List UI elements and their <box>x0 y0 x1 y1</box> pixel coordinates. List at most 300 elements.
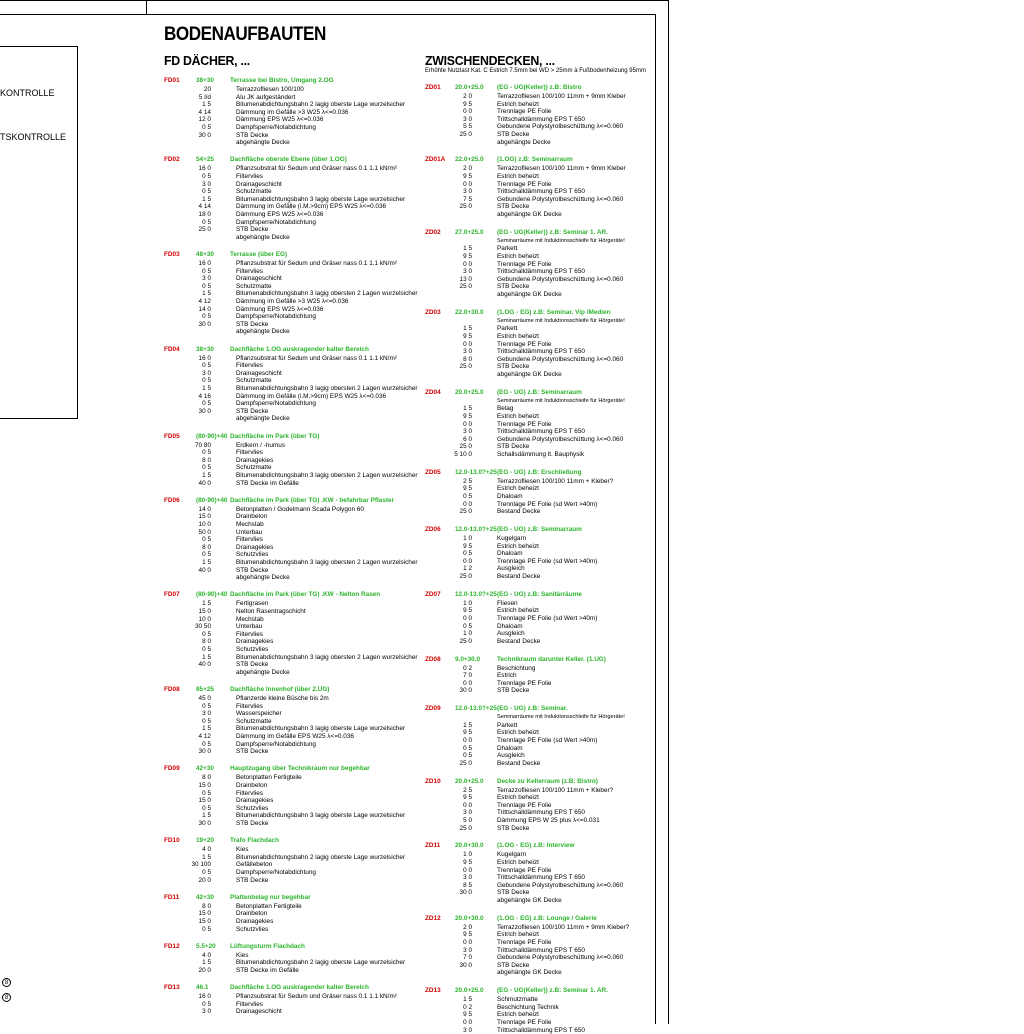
layer-description: Unterbau <box>236 623 263 631</box>
entry-title: Dachfläche im Park (über TG) <box>230 432 320 440</box>
layer-thickness: 30 0 <box>459 889 472 897</box>
layer-description: Trittschalldämmung EPS T 650 <box>497 809 585 817</box>
layer-thickness: 9 5 <box>463 412 472 420</box>
layer-row <box>164 669 404 677</box>
layer-description: Gebundene Polystyrolbeschüttung λ<=0.060 <box>497 195 624 203</box>
layer-row <box>164 188 404 196</box>
layer-thickness: 1 5 <box>202 471 211 479</box>
layer-description: Estrich beheizt <box>497 607 539 615</box>
layer-description: abgehängte GK Decke <box>497 290 562 298</box>
layer-description: Trennlage PE Folie <box>497 1018 552 1026</box>
entry-dimension: 20.0+25.0 <box>455 388 484 396</box>
layer-description: Mechstab <box>236 615 264 623</box>
layer-row <box>164 260 404 268</box>
layer-description: Trennlage PE Folie <box>497 420 552 428</box>
layer-row <box>164 313 404 321</box>
layer-thickness: 0 0 <box>463 736 472 744</box>
layer-thickness: 30 50 <box>195 623 211 631</box>
layer-row <box>425 535 665 543</box>
layer-description: Gebundene Polystyrolbeschüttung λ<=0.060 <box>497 123 624 131</box>
layer-row <box>164 733 404 741</box>
layer-thickness: 25 0 <box>459 824 472 832</box>
layer-description: STB Decke <box>236 748 269 756</box>
layer-row <box>164 219 404 227</box>
layer-description: Gebundene Polystyrolbeschüttung λ<=0.060 <box>497 355 624 363</box>
layer-description: Bitumenabdichtungsbahn 3 lagig obersten 2 Lagen wurzelsicher <box>236 558 418 566</box>
layer-row <box>164 234 404 242</box>
layer-row <box>425 371 665 379</box>
layer-row <box>425 737 665 745</box>
layer-row <box>164 457 404 465</box>
entry-code: ZD10 <box>425 777 441 785</box>
layer-description: Betonplatten Fertigteile <box>236 774 302 782</box>
layer-thickness: 0 5 <box>202 645 211 653</box>
layer-thickness: 0 5 <box>202 804 211 812</box>
entry-code: ZD01 <box>425 84 441 91</box>
layer-entry <box>164 496 418 582</box>
layer-description: Bitumenabdichtungsbahn 2 lagig oberste Lage wurzelsicher <box>236 853 406 861</box>
layer-description: Dampfsperre/Notabdichtung <box>236 218 316 226</box>
layer-row <box>425 485 665 493</box>
layer-description: Drainagekies <box>236 797 274 805</box>
entry-dimension: (80-90)+40 <box>196 591 228 599</box>
layer-row <box>425 428 665 436</box>
layer-description: Bitumenabdichtungsbahn 2 lagig oberste Lage wurzelsicher <box>236 959 406 967</box>
layer-thickness: 0 5 <box>202 717 211 725</box>
layer-thickness: 1 5 <box>202 653 211 661</box>
layer-row <box>425 867 665 875</box>
entry-header <box>164 433 404 442</box>
layer-description: STB Decke <box>236 566 269 574</box>
layer-row <box>164 812 404 820</box>
layer-row <box>164 551 404 559</box>
layer-thickness: 25 0 <box>459 508 472 516</box>
layer-row <box>164 1008 404 1016</box>
layer-thickness: 0 0 <box>463 420 472 428</box>
layer-thickness: 3 0 <box>202 180 211 188</box>
entry-dimension: 27.0+25.0 <box>455 228 484 236</box>
layer-description: Drainagekies <box>236 543 274 551</box>
layer-description: STB Decke im Gefälle <box>236 479 299 487</box>
entry-header <box>425 229 665 238</box>
entry-title: Dachfläche oberste Ebene (über 1.OG) <box>230 156 347 164</box>
layer-thickness: 40 0 <box>198 566 211 574</box>
layer-description: Schutzmatte <box>236 188 272 196</box>
layer-entry <box>164 943 404 975</box>
layer-description: Kugelgarn <box>497 535 527 542</box>
layer-row <box>164 226 404 234</box>
layer-row <box>425 607 665 615</box>
layer-description: STB Decke <box>497 687 530 695</box>
layer-description: STB Decke im Gefälle <box>236 966 299 974</box>
layer-row <box>425 630 665 638</box>
entry-code: FD08 <box>164 686 180 693</box>
layer-row <box>164 124 404 132</box>
entry-header <box>425 389 665 398</box>
layer-thickness: 9 5 <box>463 729 472 737</box>
layer-description: Trennlage PE Folie <box>497 340 552 348</box>
layer-thickness: 25 0 <box>459 443 472 451</box>
layer-description: STB Decke <box>236 661 269 669</box>
layer-row <box>425 253 665 261</box>
layer-description: Pflanzsubstrat für Sedum und Gräser nass 0.1 1.1 kN/m² <box>236 165 397 173</box>
layer-description: Pflanzsubstrat für Sedum und Gräser nass 0.1 1.1 kN/m² <box>236 993 397 1001</box>
layer-row <box>425 969 665 977</box>
layer-description: abgehängte GK Decke <box>497 370 562 378</box>
layer-row <box>425 672 665 680</box>
layer-description: Filtervlies <box>236 362 263 370</box>
layer-row <box>425 451 665 459</box>
layer-thickness: 9 5 <box>463 542 472 550</box>
layer-row <box>425 508 665 516</box>
entry-code: FD10 <box>164 837 180 845</box>
entry-code: FD07 <box>164 591 180 599</box>
layer-row <box>425 203 665 211</box>
layer-thickness: 10 0 <box>198 615 211 623</box>
layer-thickness: 25 0 <box>459 130 472 138</box>
layer-description: Estrich beheizt <box>497 931 539 939</box>
layer-description: Filtervlies <box>236 449 263 457</box>
layer-description: Beschichtung <box>497 664 536 672</box>
layer-row <box>164 854 404 862</box>
grid-marker-icon: 8 <box>2 993 11 1002</box>
layer-thickness: 9 5 <box>463 252 472 260</box>
layer-row <box>164 703 404 711</box>
entry-code: FD11 <box>164 893 180 901</box>
layer-thickness: 8 0 <box>202 638 211 646</box>
layer-description: Bitumenabdichtungsbahn 3 lagig oberste Lage wurzelsicher <box>236 812 406 820</box>
entry-note: Seminarräume mit Induktionsschleife für Hörgeräte! <box>497 237 625 244</box>
layer-row <box>425 261 665 269</box>
layer-description: Dampfsperre/Notabdichtung <box>236 123 316 131</box>
entry-code: ZD03 <box>425 308 441 316</box>
layer-description: Terrazzofliesen 100/100 11mm + 9mm Kleber <box>497 165 626 173</box>
layer-description: Drainbeton <box>236 513 268 521</box>
entry-header <box>164 984 404 993</box>
entry-note: Seminarräume mit Induktionsschleife für Hörgeräte! <box>497 714 625 721</box>
layer-entry <box>425 591 665 646</box>
layer-row <box>425 211 665 219</box>
layer-entry <box>164 837 404 884</box>
layer-description: Kies <box>236 846 249 854</box>
layer-row <box>425 680 665 688</box>
layer-description: Trennlage PE Folie (sd Wert >40m) <box>497 557 598 565</box>
entry-header <box>164 894 404 903</box>
layer-row <box>164 196 404 204</box>
page-title: BODENAUFBAUTEN <box>164 24 326 45</box>
layer-row <box>425 897 665 905</box>
layer-description: Schallsdämmung lt. Bauphysik <box>497 450 585 458</box>
layer-thickness: 3 0 <box>463 946 472 954</box>
layer-thickness: 14 0 <box>198 305 211 313</box>
layer-row <box>164 774 404 782</box>
layer-description: STB Decke <box>497 363 530 371</box>
entry-title: (EG - UG) z.B: Seminarraum <box>497 388 582 396</box>
layer-row <box>164 558 418 567</box>
entry-title: Decke zu Kellerraum (z.B: Bistro) <box>497 777 598 785</box>
layer-entry <box>425 389 665 459</box>
legend-box <box>0 46 78 419</box>
entry-code: ZD05 <box>425 468 441 476</box>
layer-thickness: 1 0 <box>463 599 472 607</box>
entry-header <box>164 77 404 86</box>
layer-row <box>425 181 665 189</box>
layer-row <box>425 787 665 795</box>
layer-thickness: 0 5 <box>202 362 211 370</box>
entry-header <box>164 156 404 165</box>
layer-thickness: 20 <box>203 86 211 93</box>
layer-thickness: 0 5 <box>202 925 211 933</box>
layer-thickness: 0 5 <box>202 702 211 710</box>
layer-description: Drainagekies <box>236 638 274 646</box>
layer-description: Estrich beheizt <box>497 252 539 260</box>
layer-description: Estrich beheizt <box>497 485 539 493</box>
layer-description: Trennlage PE Folie <box>497 801 552 809</box>
layer-thickness: 0 0 <box>463 180 472 188</box>
layer-description: Parkett <box>497 325 518 333</box>
layer-row <box>164 993 404 1001</box>
entry-header <box>164 251 404 260</box>
entry-dimension: 12.0-13.0?+25 <box>455 590 497 598</box>
layer-row <box>425 268 665 276</box>
layer-description: Dhaloam <box>497 744 523 752</box>
layer-description: STB Decke <box>236 226 269 234</box>
layer-thickness: 0 5 <box>463 752 472 760</box>
entry-dimension: 85+25 <box>196 686 214 693</box>
layer-description: Kugelgarn <box>497 851 527 859</box>
layer-description: Schutzvlies <box>236 925 269 933</box>
layer-description: Bestand Decke <box>497 637 541 645</box>
layer-thickness: 7 0 <box>463 954 472 962</box>
layer-description: Bestand Decke <box>497 759 541 767</box>
layer-row <box>425 101 665 109</box>
entry-dimension: 12.0-13.0?+25 <box>455 468 497 476</box>
entry-header <box>425 987 665 996</box>
layer-row <box>425 882 665 890</box>
layer-thickness: 5 5 <box>463 123 472 131</box>
entry-code: ZD09 <box>425 705 441 713</box>
layer-thickness: 40 0 <box>198 479 211 487</box>
layer-row <box>425 501 665 509</box>
layer-description: Drainbeton <box>236 781 268 789</box>
layer-thickness: 0 5 <box>202 400 211 408</box>
layer-entry <box>425 526 665 581</box>
layer-thickness: 5 l/d <box>198 93 211 101</box>
layer-thickness: 20 0 <box>198 966 211 974</box>
layer-description: STB Decke <box>236 320 269 328</box>
entry-header <box>425 156 665 165</box>
layer-row <box>425 341 665 349</box>
layer-thickness: 30 0 <box>198 320 211 328</box>
entry-title: Technikraum darunter Keller. (1.UG) <box>497 655 606 663</box>
layer-row <box>164 362 404 370</box>
layer-row <box>164 646 404 654</box>
layer-thickness: 0 2 <box>463 1003 472 1011</box>
layer-description: STB Decke <box>236 407 269 415</box>
layer-description: Trennlage PE Folie <box>497 108 552 116</box>
layer-thickness: 25 0 <box>459 203 472 211</box>
layer-thickness: 1 5 <box>463 405 472 413</box>
layer-thickness: 2 5 <box>463 477 472 485</box>
layer-description: Dampfsperre/Notabdichtung <box>236 868 316 876</box>
layer-description: Drainageschicht <box>236 369 282 377</box>
layer-thickness: 13 0 <box>459 275 472 283</box>
layer-description: Fliesen <box>497 599 518 607</box>
layer-description: Dämmung EPS W25 λ<=0.036 <box>236 116 324 124</box>
frame-divider <box>146 0 147 14</box>
layer-row <box>425 196 665 204</box>
layer-description: Gefällebeton <box>236 861 273 869</box>
layer-row <box>164 638 404 646</box>
layer-row <box>164 513 404 521</box>
layer-row <box>164 600 404 608</box>
layer-row <box>164 805 404 813</box>
entry-title: (EG - UG(Keller)) z.B: Bistro <box>497 84 582 91</box>
layer-description: STB Decke <box>236 819 269 827</box>
layer-description: STB Decke <box>497 961 530 969</box>
layer-thickness: 8 0 <box>202 774 211 782</box>
layer-description: Trittschalldämmung EPS T 650 <box>497 348 585 356</box>
layer-row <box>425 794 665 802</box>
layer-thickness: 4 16 <box>198 392 211 400</box>
layer-description: Bitumenabdichtungsbahn 3 lagig oberste Lage wurzelsicher <box>236 725 406 733</box>
layer-description: Trennlage PE Folie (sd Wert >40m) <box>497 614 598 622</box>
legend-label-1: KONTROLLE <box>0 88 55 98</box>
layer-thickness: 3 0 <box>202 710 211 718</box>
layer-entry <box>164 686 404 756</box>
layer-description: Dhaloam <box>497 492 523 500</box>
layer-row <box>164 748 404 756</box>
entry-dimension: 20.0+25.0 <box>455 84 484 91</box>
layer-description: Schutzmatte <box>236 464 272 472</box>
layer-thickness: 0 0 <box>463 557 472 565</box>
layer-thickness: 12 0 <box>198 116 211 124</box>
layer-description: Pflanzerde kleine Büsche bis 2m <box>236 695 329 702</box>
layer-row <box>425 954 665 962</box>
layer-row <box>425 752 665 760</box>
entry-dimension: 38+30 <box>196 345 214 353</box>
entry-title: Lüftungsturm Flachdach <box>230 942 305 950</box>
layer-description: Dhaloam <box>497 550 523 558</box>
layer-row <box>164 631 404 639</box>
layer-row <box>425 600 665 608</box>
layer-row <box>425 573 665 581</box>
layer-row <box>425 291 665 299</box>
layer-row <box>164 377 404 385</box>
layer-row <box>164 321 404 329</box>
layer-thickness: 9 5 <box>463 332 472 340</box>
layer-description: Parkett <box>497 721 518 729</box>
layer-row <box>425 413 665 421</box>
layer-thickness: 1 5 <box>202 600 211 608</box>
entry-header <box>425 591 665 600</box>
layer-description: Trennlage PE Folie <box>497 180 552 188</box>
layer-thickness: 15 0 <box>198 910 211 918</box>
entry-dimension: 20.0+30.0 <box>455 914 484 922</box>
layer-description: abgehängte Decke <box>497 138 551 146</box>
layer-description: Filtervlies <box>236 1000 263 1008</box>
entry-title: Dachfläche im Park (über TG) .KW - Nelton Rasen <box>230 591 381 599</box>
layer-description: Drainbeton <box>236 910 268 918</box>
layer-description: Dampfsperre/Notabdichtung <box>236 400 316 408</box>
entry-dimension: 54+25 <box>196 156 214 164</box>
entry-code: FD04 <box>164 345 180 353</box>
layer-description: Estrich beheizt <box>497 794 539 802</box>
layer-description: Drainagekies <box>236 917 274 925</box>
layer-row <box>164 116 404 124</box>
layer-thickness: 15 0 <box>198 917 211 925</box>
entry-dimension: 38+30 <box>196 77 214 84</box>
layer-entry <box>425 309 665 379</box>
layer-thickness: 2 5 <box>463 786 472 794</box>
layer-row <box>425 405 665 413</box>
entry-header <box>164 591 404 600</box>
layer-thickness: 8 0 <box>463 355 472 363</box>
entry-code: ZD13 <box>425 987 441 995</box>
layer-row <box>164 165 404 173</box>
layer-row <box>425 1019 665 1027</box>
layer-thickness: 4 12 <box>198 297 211 305</box>
layer-row <box>425 1011 665 1019</box>
layer-thickness: 3 0 <box>463 115 472 123</box>
layer-description: Bitumenabdichtungsbahn 3 lagig oberste Lage wurzelsicher <box>236 195 406 203</box>
layer-description: Schmutzmatte <box>497 996 538 1004</box>
entry-header <box>425 705 665 714</box>
layer-description: Trittschalldämmung EPS T 650 <box>497 428 585 436</box>
layer-entry <box>164 984 404 1016</box>
layer-thickness: 3 0 <box>202 1008 211 1016</box>
layer-description: abgehängte Decke <box>236 574 290 582</box>
layer-row <box>164 480 404 488</box>
layer-row <box>425 996 665 1004</box>
layer-row <box>164 623 404 631</box>
layer-thickness: 4 0 <box>202 951 211 959</box>
left-column-heading: FD DÄCHER, ... <box>164 53 250 68</box>
layer-thickness: 8 0 <box>202 543 211 551</box>
layer-description: Terrazzofliesen 100/100 11mm + Kleber? <box>497 477 614 485</box>
layer-row <box>425 333 665 341</box>
layer-description: Trennlage PE Folie <box>497 679 552 687</box>
layer-row <box>425 623 665 631</box>
layer-thickness: 20 0 <box>198 876 211 884</box>
layer-row <box>425 931 665 939</box>
layer-entry <box>164 894 404 933</box>
layer-thickness: 15 0 <box>198 607 211 615</box>
entry-code: FD09 <box>164 765 180 773</box>
layer-description: STB Decke <box>497 889 530 897</box>
right-column-heading: ZWISCHENDECKEN, ... <box>425 53 555 68</box>
entry-title: (EG - UG) z.B: Sanitärräume <box>497 590 582 598</box>
layer-entry <box>164 591 418 676</box>
layer-row <box>164 536 404 544</box>
layer-thickness: 0 5 <box>202 123 211 131</box>
sheet-right-border <box>668 0 669 1024</box>
entry-header <box>164 346 404 355</box>
layer-row <box>164 86 404 94</box>
layer-row <box>425 939 665 947</box>
entry-title: Dachfläche Innenhof (über 2.UG) <box>230 686 330 693</box>
layer-description: Terrazzofliesen 100/100 11mm + Kleber? <box>497 786 614 794</box>
layer-row <box>425 665 665 673</box>
layer-description: Bestand Decke <box>497 572 541 580</box>
layer-row <box>425 436 665 444</box>
layer-thickness: 0 0 <box>463 260 472 268</box>
layer-thickness: 30 0 <box>198 407 211 415</box>
layer-description: Ausgleich <box>497 630 525 638</box>
layer-thickness: 0 5 <box>202 377 211 385</box>
layer-row <box>425 947 665 955</box>
layer-row <box>164 820 404 828</box>
